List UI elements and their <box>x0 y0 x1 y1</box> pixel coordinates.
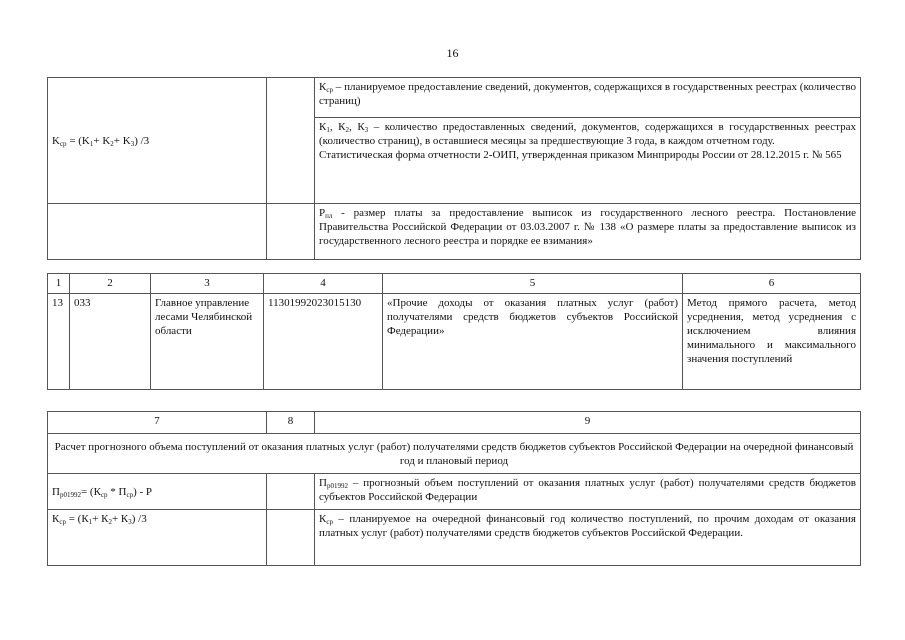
column-header-row <box>48 412 861 434</box>
column-header: 6 <box>683 274 861 294</box>
column-header: 2 <box>70 274 151 294</box>
empty-cell <box>267 78 315 204</box>
formula-cell-kcp: $K_{ср} = (K_1+ K_2+ K_3)$ /3 <box>48 78 267 204</box>
calculation-method: Метод прямого расчета, метод усреднения, метод усреднения с исключением влияния минимального и максимального значения поступлений <box>683 294 861 390</box>
column-header: 4 <box>264 274 383 294</box>
page-number: 16 <box>446 46 459 60</box>
row-number: 13 <box>48 294 70 390</box>
empty-cell <box>48 204 267 260</box>
kcp-description: $К_{ср}$ – планируемое предоставление сведений, документов, содержащихся в государственных реестрах (количество страниц) <box>315 78 861 118</box>
income-name: «Прочие доходы от оказания платных услуг (работ) получателями средств бюджетов субъектов Российской Федерации» <box>383 294 683 390</box>
empty-cell <box>267 474 315 510</box>
admin-code: 033 <box>70 294 151 390</box>
column-header: 3 <box>151 274 264 294</box>
column-header: 1 <box>48 274 70 294</box>
statistical-form-source: Статистическая форма отчетности 2-ОИП, утвержденная приказом Минприроды России от 28.12.2015 г. № 565 <box>319 149 842 161</box>
table-row <box>48 294 861 390</box>
column-header: 9 <box>315 412 861 434</box>
column-header: 7 <box>48 412 267 434</box>
pp01992-description: $П_{р01992}$ – прогнозный объем поступлений от оказания платных услуг (работ) получателями средств бюджетов субъектов Российской Федерации <box>315 474 861 510</box>
income-table <box>47 273 861 390</box>
forecast-section-title: Расчет прогнозного объема поступлений от оказания платных услуг (работ) получателями средств бюджетов субъектов Российской Федерации на очередной финансовый год и плановый период <box>48 434 861 474</box>
k-values-description: $К_1$, $К_2$, $К_3$ – количество предоставленных сведений, документов, содержащихся в государственных реестрах (количество страниц), в оставшиеся месяцы за предшествующие 3 года, в каждом отчетном году. Статистическая форма отчетности 2-ОИП, утвержденная приказом Минприроды России от 28.12.2015 г. № 565 <box>315 118 861 204</box>
formula-cell-pp01992: $П_{р01992}= (К_{ср} * П_{ср}) - Р$ <box>48 474 267 510</box>
formula-table-top <box>47 77 861 260</box>
kcp-forecast-description: $К_{ср}$ – планируемое на очередной финансовый год количество поступлений, по прочим доходам от оказания платных услуг (работ) получателями средств бюджетов субъектов Российской Федерации. <box>315 510 861 566</box>
column-header: 8 <box>267 412 315 434</box>
kbk-code: 11301992023015130 <box>264 294 383 390</box>
empty-cell <box>267 510 315 566</box>
forecast-table <box>47 411 861 566</box>
rpl-description: $Р_{пл}$ - размер платы за предоставление выписок из государственного лесного реестра. Постановление Правительства Российской Федерации от 03.03.2007 г. № 138 «О размере платы за предоставление выписок из государственного лесного реестра и порядке ее взимания» <box>315 204 861 260</box>
column-header-row <box>48 274 861 294</box>
formula-cell-kcp-forecast: $К_{ср} = (К_1+ К_2+ К_3)$ /3 <box>48 510 267 566</box>
agency-name: Главное управление лесами Челябинской области <box>151 294 264 390</box>
column-header: 5 <box>383 274 683 294</box>
empty-cell <box>267 204 315 260</box>
